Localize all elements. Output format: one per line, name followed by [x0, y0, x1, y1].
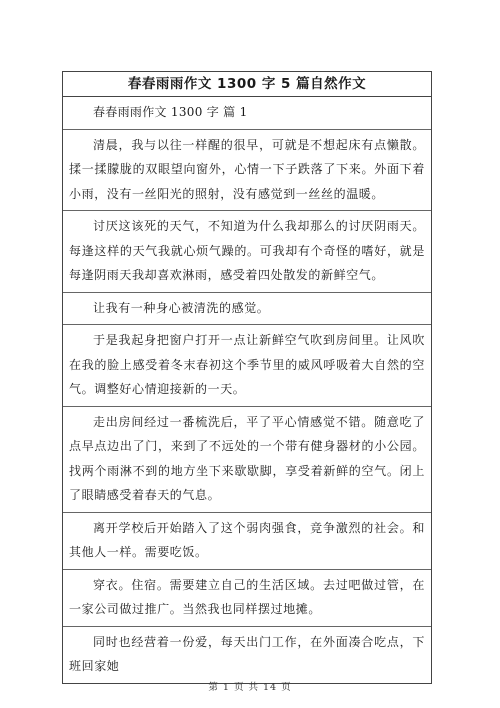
- paragraph-5: 走出房间经过一番梳洗后，平了平心情感觉不错。随意吃了点早点边出了门，来到了不远处的一个带有健身器材的小公园。找两个雨淋不到的地方坐下来歇歇脚，享受着新鲜的空气。闭上了眼睛感受着春天的气息。: [63, 407, 431, 513]
- page-footer: 第 1 页 共 14 页: [208, 682, 292, 693]
- paragraph-4: 于是我起身把窗户打开一点让新鲜空气吹到房间里。让风吹在我的脸上感受着冬末春初这个季节里的威风呼吸着大自然的空气。调整好心情迎接新的一天。: [63, 325, 431, 407]
- document-title: 春春雨雨作文 1300 字 5 篇自然作文: [63, 72, 431, 97]
- paragraph-2: 讨厌这该死的天气，不知道为什么我却那么的讨厌阴雨天。每逢这样的天气我就心烦气躁的。可我却有个奇怪的嗜好，就是每逢阴雨天我却喜欢淋雨，感受着四处散发的新鲜空气。: [63, 211, 431, 293]
- paragraph-1: 清晨，我与以往一样醒的很早，可就是不想起床有点懒散。揉一揉朦胧的双眼望向窗外，心情一下子跌落了下来。外面下着小雨，没有一丝阳光的照射，没有感觉到一丝丝的温暖。: [63, 130, 431, 212]
- paragraph-3: 让我有一种身心被清洗的感觉。: [63, 293, 431, 326]
- essay-subtitle: 春春雨雨作文 1300 字 篇 1: [63, 97, 431, 130]
- paragraph-8: 同时也经营着一份爱，每天出门工作，在外面凑合吃点，下班回家她: [69, 634, 425, 673]
- paragraph-6: 离开学校后开始踏入了这个弱肉强食，竞争激烈的社会。和其他人一样。需要吃饭。: [63, 513, 431, 570]
- document-table: [62, 71, 432, 684]
- paragraph-7: 穿衣。住宿。需要建立自己的生活区域。去过吧做过管，在一家公司做过推广。当然我也同样摆过地摊。: [63, 570, 431, 627]
